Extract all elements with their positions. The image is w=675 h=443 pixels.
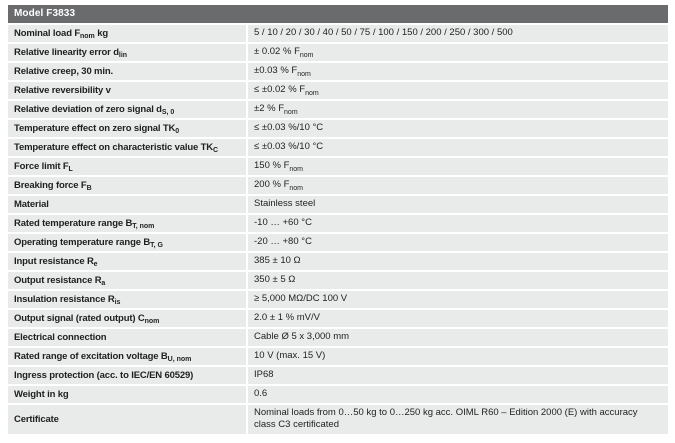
table-row xyxy=(8,329,668,347)
spec-label: Ingress protection (acc. to IEC/EN 60529) xyxy=(8,367,246,385)
table-row xyxy=(8,291,668,309)
table-row xyxy=(8,215,668,233)
spec-value: 200 % $F_{nom}$ xyxy=(248,177,668,195)
spec-value: -10 … +60 °C xyxy=(248,215,668,233)
spec-value: Nominal loads from 0…50 kg to 0…250 kg acc. OIML R60 – Edition 2000 (E) with accuracy class C3 certificated xyxy=(248,405,668,434)
spec-value: 350 ± 5 Ω xyxy=(248,272,668,290)
spec-value: ±0.03 % $F_{nom}$ xyxy=(248,63,668,81)
spec-value: Stainless steel xyxy=(248,196,668,214)
table-row xyxy=(8,120,668,138)
spec-value: 385 ± 10 Ω xyxy=(248,253,668,271)
spec-value: 2.0 ± 1 % mV/V xyxy=(248,310,668,328)
spec-label: Certificate xyxy=(8,405,246,434)
specification-table xyxy=(8,5,668,434)
table-row xyxy=(8,272,668,290)
spec-value: ≤ ±0.03 %/10 °C xyxy=(248,139,668,157)
spec-label: Relative reversibility v xyxy=(8,82,246,100)
spec-label: Force limit $F_L$ xyxy=(8,158,246,176)
spec-label: Temperature effect on characteristic value $TK_C$ xyxy=(8,139,246,157)
spec-label: Weight in kg xyxy=(8,386,246,404)
table-row xyxy=(8,158,668,176)
spec-label: Temperature effect on zero signal $TK_0$ xyxy=(8,120,246,138)
spec-value: 0.6 xyxy=(248,386,668,404)
spec-label: Nominal load $F_{nom}$ kg xyxy=(8,25,246,43)
spec-value: 150 % $F_{nom}$ xyxy=(248,158,668,176)
table-body xyxy=(8,25,668,434)
spec-value: -20 … +80 °C xyxy=(248,234,668,252)
spec-label: Relative deviation of zero signal $d_{S, 0}$ xyxy=(8,101,246,119)
table-row xyxy=(8,367,668,385)
spec-label: Rated temperature range $B_{T, nom}$ xyxy=(8,215,246,233)
spec-value: ≤ ±0.02 % $F_{nom}$ xyxy=(248,82,668,100)
spec-label: Operating temperature range $B_{T, G}$ xyxy=(8,234,246,252)
table-title: Model F3833 xyxy=(8,5,668,23)
spec-value: Cable Ø 5 x 3,000 mm xyxy=(248,329,668,347)
spec-label: Electrical connection xyxy=(8,329,246,347)
spec-value: 5 / 10 / 20 / 30 / 40 / 50 / 75 / 100 / 150 / 200 / 250 / 300 / 500 xyxy=(248,25,668,43)
spec-value: ≥ 5,000 MΩ/DC 100 V xyxy=(248,291,668,309)
table-row xyxy=(8,386,668,404)
table-row xyxy=(8,310,668,328)
table-row xyxy=(8,44,668,62)
table-row xyxy=(8,63,668,81)
spec-label: Breaking force $F_B$ xyxy=(8,177,246,195)
table-row xyxy=(8,234,668,252)
spec-label: Rated range of excitation voltage $B_{U, nom}$ xyxy=(8,348,246,366)
spec-value: IP68 xyxy=(248,367,668,385)
spec-value: ≤ ±0.03 %/10 °C xyxy=(248,120,668,138)
table-row xyxy=(8,348,668,366)
table-row xyxy=(8,253,668,271)
spec-label: Relative linearity error $d_{lin}$ xyxy=(8,44,246,62)
spec-label: Material xyxy=(8,196,246,214)
spec-label: Input resistance $R_e$ xyxy=(8,253,246,271)
table-row xyxy=(8,139,668,157)
table-row xyxy=(8,405,668,434)
spec-value: ±2 % $F_{nom}$ xyxy=(248,101,668,119)
table-row xyxy=(8,101,668,119)
spec-value: 10 V (max. 15 V) xyxy=(248,348,668,366)
table-row xyxy=(8,177,668,195)
spec-label: Output signal (rated output) $C_{nom}$ xyxy=(8,310,246,328)
table-row xyxy=(8,25,668,43)
spec-label: Relative creep, 30 min. xyxy=(8,63,246,81)
spec-value: ± 0.02 % $F_{nom}$ xyxy=(248,44,668,62)
table-row xyxy=(8,196,668,214)
spec-label: Output resistance $R_a$ xyxy=(8,272,246,290)
table-row xyxy=(8,82,668,100)
spec-label: Insulation resistance $R_{is}$ xyxy=(8,291,246,309)
